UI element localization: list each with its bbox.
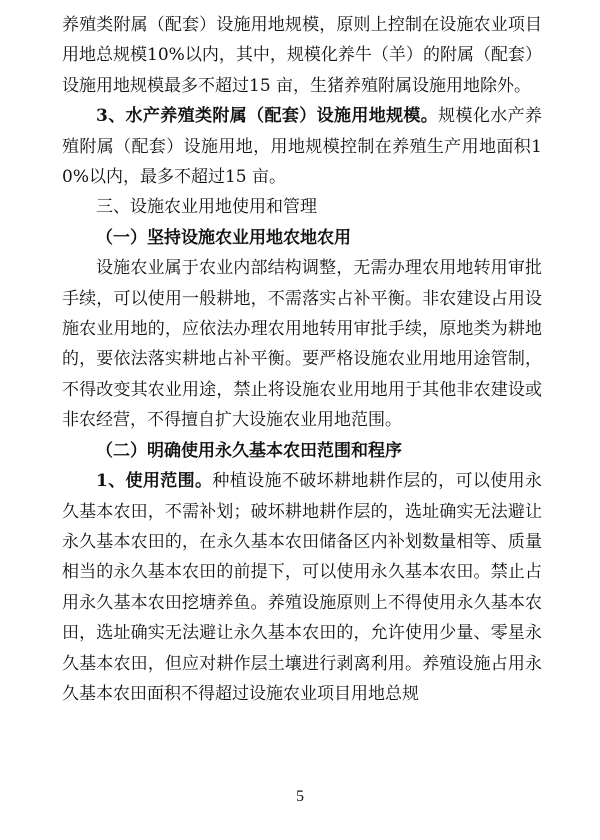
- paragraph-livestock-facility-scale: 养殖类附属（配套）设施用地规模，原则上控制在设施农业项目用地总规模10%以内，其中，规模化养牛（羊）的附属（配套）设施用地规模最多不超过15 亩，生猪养殖附属设施用地除外。: [62, 15, 542, 96]
- scope-of-use-body: 种植设施不破坏耕地耕作层的，可以使用永久基本农田，不需补划；破坏耕地耕作层的，选址确实无法避让永久基本农田的，在永久基本农田储备区内补划数量相等、质量相当的永久基本农田的前提下，可以使用永久基本农田。禁止占用永久基本农田挖塘养鱼。养殖设施原则上不得使用永久基本农田，选址确实无法避让永久基本农田的，允许使用少量、零星永久基本农田，但应对耕作层土壤进行剥离利用。养殖设施占用永久基本农田面积不得超过设施农业项目用地总规: [62, 471, 542, 704]
- aquaculture-scale-body: 规模化水产养殖附属（配套）设施用地，用地规模控制在养殖生产用地面积10%以内，最多不超过15 亩。: [62, 106, 543, 188]
- subsection-heading-agricultural-use: （一）坚持设施农业用地农地农用: [96, 227, 351, 248]
- paragraph-aquaculture-facility-scale: [62, 101, 542, 192]
- paragraph-agricultural-use: 设施农业属于农业内部结构调整，无需办理农用地转用审批手续，可以使用一般耕地，不需落实占补平衡。非农建设占用设施农业用地的，应依法办理农用地转用审批手续，原地类为耕地的，要依法落实耕地占补平衡。要严格设施农业用地用途管制，不得改变其农业用途，禁止将设施农业用地用于其他非农建设或非农经营，不得擅自扩大设施农业用地范围。: [62, 258, 542, 431]
- page-number: 5: [296, 788, 304, 805]
- paragraph-scope-of-use: [62, 466, 542, 709]
- subsection-heading-permanent-farmland: （二）明确使用永久基本农田范围和程序: [96, 440, 402, 461]
- scope-of-use-lead: 1、使用范围。: [96, 471, 213, 492]
- aquaculture-scale-lead: 3、水产养殖类附属（配套）设施用地规模。: [96, 106, 439, 127]
- section-heading-use-and-management: 三、设施农业用地使用和管理: [96, 197, 317, 218]
- document-body: [62, 10, 542, 709]
